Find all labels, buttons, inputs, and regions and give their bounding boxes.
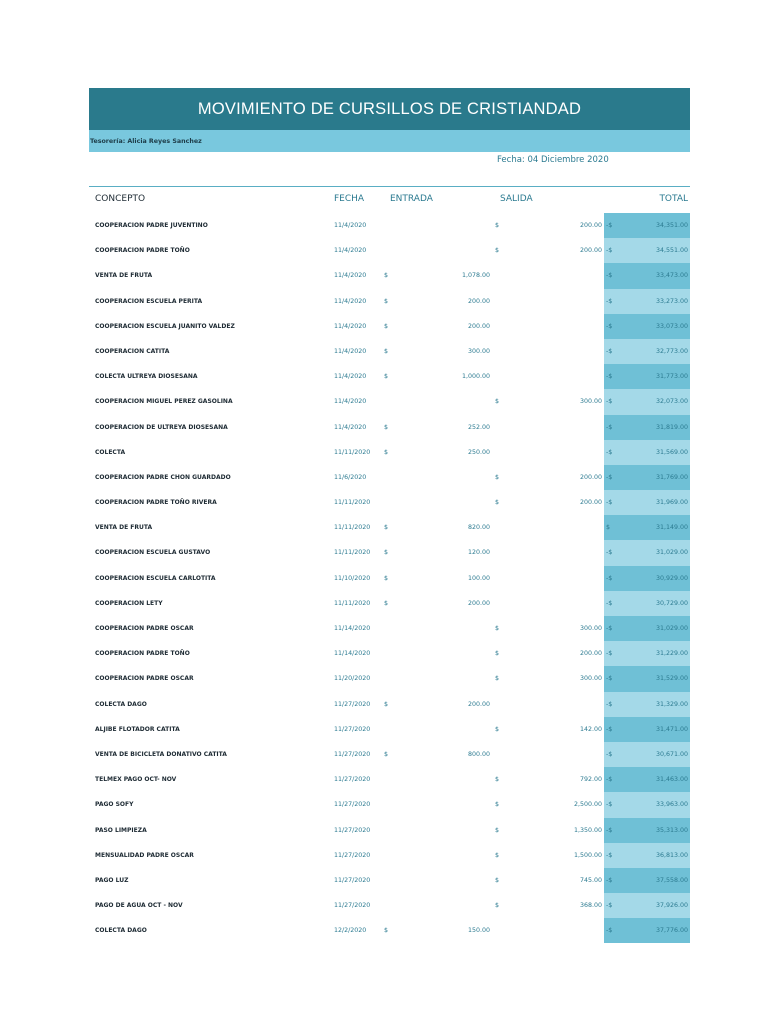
table-row: [89, 792, 690, 817]
cell-total-value: 31,149.00: [655, 524, 688, 532]
cell-fecha: 11/27/2020: [334, 876, 371, 884]
cell-fecha: 11/11/2020: [334, 524, 371, 532]
cell-total: [604, 616, 690, 641]
table-row: [89, 767, 690, 792]
cell-total-currency: -$: [606, 750, 613, 758]
cell-concepto: COOPERACION PADRE TOÑO RIVERA: [95, 499, 217, 507]
cell-fecha: 11/27/2020: [334, 776, 371, 784]
cell-concepto: COOPERACION LETY: [95, 599, 163, 607]
cell-salida-currency: $: [495, 247, 500, 255]
table-row: [89, 591, 690, 616]
header-salida: SALIDA: [500, 194, 533, 204]
cell-total-value: 35,313.00: [655, 826, 688, 834]
cell-total-currency: -$: [606, 876, 613, 884]
cell-concepto: VENTA DE BICICLETA DONATIVO CATITA: [95, 750, 227, 758]
cell-total-value: 34,551.00: [655, 247, 688, 255]
treasurer-bar: [89, 130, 690, 152]
cell-concepto: COOPERACION ESCUELA PERITA: [95, 297, 203, 305]
cell-fecha: 11/11/2020: [334, 599, 371, 607]
cell-total: [604, 591, 690, 616]
cell-entrada-currency: $: [384, 549, 389, 557]
cell-entrada-currency: $: [384, 297, 389, 305]
cell-salida-currency: $: [495, 776, 500, 784]
date-label: Fecha: 04 Diciembre 2020: [497, 155, 609, 165]
cell-total-currency: -$: [606, 247, 613, 255]
table-row: [89, 213, 690, 238]
table-row: [89, 364, 690, 389]
table-row: [89, 238, 690, 263]
table-row: [89, 742, 690, 767]
cell-total-currency: -$: [606, 347, 613, 355]
table-row: [89, 339, 690, 364]
cell-total-value: 33,273.00: [655, 297, 688, 305]
cell-total-currency: -$: [606, 549, 613, 557]
table-row: [89, 289, 690, 314]
cell-total-value: 31,029.00: [655, 549, 688, 557]
cell-entrada-currency: $: [384, 423, 389, 431]
table-row: [89, 616, 690, 641]
table-row: [89, 843, 690, 868]
cell-salida: 745.00: [579, 876, 602, 884]
cell-total-value: 32,073.00: [655, 398, 688, 406]
cell-total-currency: -$: [606, 448, 613, 456]
cell-total-value: 36,813.00: [655, 851, 688, 859]
cell-total: [604, 289, 690, 314]
cell-fecha: 11/27/2020: [334, 851, 371, 859]
cell-fecha: 11/27/2020: [334, 902, 371, 910]
cell-salida: 2,500.00: [573, 801, 602, 809]
cell-total-value: 34,351.00: [655, 222, 688, 229]
cell-fecha: 11/4/2020: [334, 423, 367, 431]
cell-total: [604, 666, 690, 691]
cell-concepto: TELMEX PAGO OCT- NOV: [95, 776, 177, 784]
cell-concepto: COOPERACION PADRE TOÑO: [95, 650, 190, 658]
cell-fecha: 11/4/2020: [334, 373, 367, 381]
cell-total-currency: -$: [606, 851, 613, 859]
cell-entrada: 1,000.00: [461, 373, 490, 381]
cell-salida-currency: $: [495, 499, 500, 507]
table-row: [89, 314, 690, 339]
cell-total-currency: -$: [606, 473, 613, 481]
cell-salida-currency: $: [495, 876, 500, 884]
cell-salida: 200.00: [579, 473, 602, 481]
cell-concepto: PAGO LUZ: [95, 876, 129, 884]
cell-entrada: 300.00: [467, 347, 490, 355]
cell-salida-currency: $: [495, 826, 500, 834]
table-row: [89, 415, 690, 440]
table-row: [89, 566, 690, 591]
table-row: [89, 465, 690, 490]
cell-concepto: COOPERACION PADRE TOÑO: [95, 247, 190, 255]
cell-concepto: COOPERACION MIGUEL PEREZ GASOLINA: [95, 398, 233, 406]
cell-entrada-currency: $: [384, 574, 389, 582]
cell-total-currency: -$: [606, 599, 613, 607]
table-body: [89, 213, 690, 943]
header-entrada: ENTRADA: [390, 194, 433, 204]
cell-total-value: 33,073.00: [655, 322, 688, 330]
cell-total-currency: -$: [606, 725, 613, 733]
cell-entrada-currency: $: [384, 347, 389, 355]
cell-salida-currency: $: [495, 851, 500, 859]
cell-total-value: 32,773.00: [655, 347, 688, 355]
cell-entrada: 200.00: [467, 297, 490, 305]
cell-entrada: 200.00: [467, 322, 490, 330]
cell-salida-currency: $: [495, 625, 500, 632]
cell-fecha: 11/14/2020: [334, 625, 371, 632]
cell-total-value: 31,471.00: [655, 725, 688, 733]
table-row: [89, 440, 690, 465]
cell-total-currency: $: [606, 524, 611, 532]
cell-total-currency: -$: [606, 499, 613, 507]
cell-fecha: 11/4/2020: [334, 347, 367, 355]
cell-salida: 142.00: [579, 725, 602, 733]
cell-concepto: PASO LIMPIEZA: [95, 826, 147, 834]
cell-total: [604, 364, 690, 389]
treasurer-label: Tesorería: Alicia Reyes Sanchez: [90, 137, 202, 145]
cell-total: [604, 818, 690, 843]
cell-entrada: 120.00: [467, 549, 490, 557]
cell-total-currency: -$: [606, 927, 613, 935]
cell-total-value: 31,329.00: [655, 700, 688, 708]
cell-concepto: COLECTA ULTREYA DIOSESANA: [95, 373, 198, 381]
cell-total-currency: -$: [606, 574, 613, 582]
cell-salida-currency: $: [495, 801, 500, 809]
cell-total-currency: -$: [606, 675, 613, 683]
cell-total-value: 37,776.00: [655, 927, 688, 935]
cell-concepto: COLECTA: [95, 448, 126, 456]
cell-concepto: ALJIBE FLOTADOR CATITA: [95, 725, 180, 733]
cell-salida: 300.00: [579, 398, 602, 406]
cell-concepto: COOPERACION DE ULTREYA DIOSESANA: [95, 423, 228, 431]
cell-salida-currency: $: [495, 473, 500, 481]
cell-total-currency: -$: [606, 625, 613, 632]
cell-total-value: 31,819.00: [655, 423, 688, 431]
cell-total-value: 31,569.00: [655, 448, 688, 456]
cell-total-currency: -$: [606, 423, 613, 431]
cell-entrada-currency: $: [384, 927, 389, 935]
cell-concepto: MENSUALIDAD PADRE OSCAR: [95, 851, 194, 859]
cell-total: [604, 868, 690, 893]
cell-salida: 200.00: [579, 650, 602, 658]
cell-total-currency: -$: [606, 398, 613, 406]
cell-concepto: PAGO DE AGUA OCT - NOV: [95, 902, 183, 910]
cell-total-currency: -$: [606, 801, 613, 809]
cell-total-currency: -$: [606, 700, 613, 708]
cell-fecha: 11/10/2020: [334, 574, 371, 582]
table-row: [89, 666, 690, 691]
cell-fecha: 11/4/2020: [334, 297, 367, 305]
table-row: [89, 692, 690, 717]
page-title: MOVIMIENTO DE CURSILLOS DE CRISTIANDAD: [197, 99, 582, 118]
cell-entrada-currency: $: [384, 272, 389, 280]
cell-fecha: 11/27/2020: [334, 826, 371, 834]
cell-salida-currency: $: [495, 675, 500, 683]
cell-fecha: 11/11/2020: [334, 549, 371, 557]
cell-total: [604, 440, 690, 465]
cell-entrada: 820.00: [467, 524, 490, 532]
cell-concepto: COOPERACION PADRE JUVENTINO: [95, 222, 208, 229]
cell-entrada-currency: $: [384, 524, 389, 532]
table-header: [89, 186, 690, 213]
cell-salida: 368.00: [579, 902, 602, 910]
cell-salida-currency: $: [495, 725, 500, 733]
cell-salida-currency: $: [495, 222, 500, 229]
cell-total: [604, 339, 690, 364]
cell-concepto: COLECTA DAGO: [95, 700, 147, 708]
cell-entrada: 252.00: [467, 423, 490, 431]
table-row: [89, 717, 690, 742]
cell-total: [604, 263, 690, 288]
cell-salida: 200.00: [579, 222, 602, 229]
cell-total-currency: -$: [606, 650, 613, 658]
cell-entrada: 100.00: [467, 574, 490, 582]
cell-fecha: 11/27/2020: [334, 801, 371, 809]
cell-total-currency: -$: [606, 222, 613, 229]
header-total: TOTAL: [659, 194, 688, 204]
table-row: [89, 818, 690, 843]
cell-total-value: 31,969.00: [655, 499, 688, 507]
cell-concepto: COOPERACION ESCUELA JUANITO VALDEZ: [95, 322, 235, 330]
table-row: [89, 389, 690, 414]
cell-total-value: 31,773.00: [655, 373, 688, 381]
header-fecha: FECHA: [334, 194, 365, 204]
cell-concepto: PAGO SOFY: [95, 801, 134, 809]
cell-salida: 200.00: [579, 247, 602, 255]
cell-total-value: 33,963.00: [655, 801, 688, 809]
table-row: [89, 641, 690, 666]
cell-total: [604, 918, 690, 943]
cell-total: [604, 843, 690, 868]
cell-entrada-currency: $: [384, 599, 389, 607]
cell-total: [604, 742, 690, 767]
cell-entrada: 200.00: [467, 599, 490, 607]
cell-fecha: 11/14/2020: [334, 650, 371, 658]
cell-entrada-currency: $: [384, 322, 389, 330]
cell-total-currency: -$: [606, 826, 613, 834]
cell-concepto: COOPERACION PADRE CHON GUARDADO: [95, 473, 231, 481]
cell-total: [604, 515, 690, 540]
cell-total: [604, 717, 690, 742]
cell-concepto: COOPERACION PADRE OSCAR: [95, 675, 194, 683]
cell-total: [604, 314, 690, 339]
cell-total-value: 31,229.00: [655, 650, 688, 658]
cell-total-value: 33,473.00: [655, 272, 688, 280]
cell-fecha: 11/11/2020: [334, 448, 371, 456]
cell-fecha: 11/11/2020: [334, 499, 371, 507]
cell-total-value: 30,671.00: [655, 750, 688, 758]
cell-total-currency: -$: [606, 322, 613, 330]
cell-fecha: 11/6/2020: [334, 473, 367, 481]
cell-total: [604, 540, 690, 565]
cell-total-value: 30,729.00: [655, 599, 688, 607]
cell-concepto: VENTA DE FRUTA: [95, 272, 153, 280]
cell-total-value: 31,463.00: [655, 776, 688, 784]
cell-salida: 300.00: [579, 675, 602, 683]
cell-fecha: 11/27/2020: [334, 750, 371, 758]
cell-total: [604, 465, 690, 490]
cell-salida: 1,350.00: [573, 826, 602, 834]
cell-total: [604, 238, 690, 263]
cell-total: [604, 692, 690, 717]
cell-fecha: 11/27/2020: [334, 700, 371, 708]
cell-entrada: 150.00: [467, 927, 490, 935]
cell-salida: 200.00: [579, 499, 602, 507]
cell-total-value: 37,926.00: [655, 902, 688, 910]
cell-total-value: 31,529.00: [655, 675, 688, 683]
cell-salida-currency: $: [495, 902, 500, 910]
table-row: [89, 263, 690, 288]
cell-salida: 300.00: [579, 625, 602, 632]
cell-entrada-currency: $: [384, 373, 389, 381]
cell-total: [604, 792, 690, 817]
cell-total: [604, 490, 690, 515]
cell-salida: 792.00: [579, 776, 602, 784]
cell-total-value: 31,029.00: [655, 625, 688, 632]
cell-salida-currency: $: [495, 398, 500, 406]
cell-total: [604, 767, 690, 792]
table-row: [89, 893, 690, 918]
cell-fecha: 11/4/2020: [334, 322, 367, 330]
table-row: [89, 540, 690, 565]
cell-concepto: COOPERACION ESCUELA GUSTAVO: [95, 549, 211, 557]
cell-concepto: COOPERACION PADRE OSCAR: [95, 625, 194, 632]
table-row: [89, 918, 690, 943]
cell-total-value: 31,769.00: [655, 473, 688, 481]
cell-entrada-currency: $: [384, 750, 389, 758]
cell-concepto: COOPERACION CATITA: [95, 347, 170, 355]
header-concepto: CONCEPTO: [95, 194, 146, 204]
cell-concepto: COLECTA DAGO: [95, 927, 147, 935]
table-row: [89, 515, 690, 540]
cell-entrada: 1,078.00: [461, 272, 490, 280]
table-row: [89, 868, 690, 893]
cell-entrada-currency: $: [384, 700, 389, 708]
cell-total: [604, 893, 690, 918]
cell-entrada: 250.00: [467, 448, 490, 456]
cell-concepto: VENTA DE FRUTA: [95, 524, 153, 532]
cell-fecha: 11/4/2020: [334, 247, 367, 255]
cell-total: [604, 566, 690, 591]
cell-total: [604, 213, 690, 238]
cell-fecha: 11/20/2020: [334, 675, 371, 683]
cell-total-value: 30,929.00: [655, 574, 688, 582]
cell-salida: 1,500.00: [573, 851, 602, 859]
cell-fecha: 11/4/2020: [334, 272, 367, 280]
cell-entrada: 200.00: [467, 700, 490, 708]
cell-entrada-currency: $: [384, 448, 389, 456]
cell-total: [604, 415, 690, 440]
cell-fecha: 11/4/2020: [334, 398, 367, 406]
cell-concepto: COOPERACION ESCUELA CARLOTITA: [95, 574, 216, 582]
cell-entrada: 800.00: [467, 750, 490, 758]
cell-fecha: 11/27/2020: [334, 725, 371, 733]
cell-total: [604, 389, 690, 414]
cell-total-value: 37,558.00: [655, 876, 688, 884]
cell-fecha: 11/4/2020: [334, 222, 367, 229]
table-row: [89, 490, 690, 515]
ledger-sheet: [89, 88, 690, 943]
cell-total-currency: -$: [606, 373, 613, 381]
date-line: [89, 152, 690, 174]
cell-total-currency: -$: [606, 297, 613, 305]
cell-total-currency: -$: [606, 272, 613, 280]
title-bar: [89, 88, 690, 130]
cell-salida-currency: $: [495, 650, 500, 658]
cell-total-currency: -$: [606, 776, 613, 784]
cell-total-currency: -$: [606, 902, 613, 910]
cell-total: [604, 641, 690, 666]
cell-fecha: 12/2/2020: [334, 927, 367, 935]
